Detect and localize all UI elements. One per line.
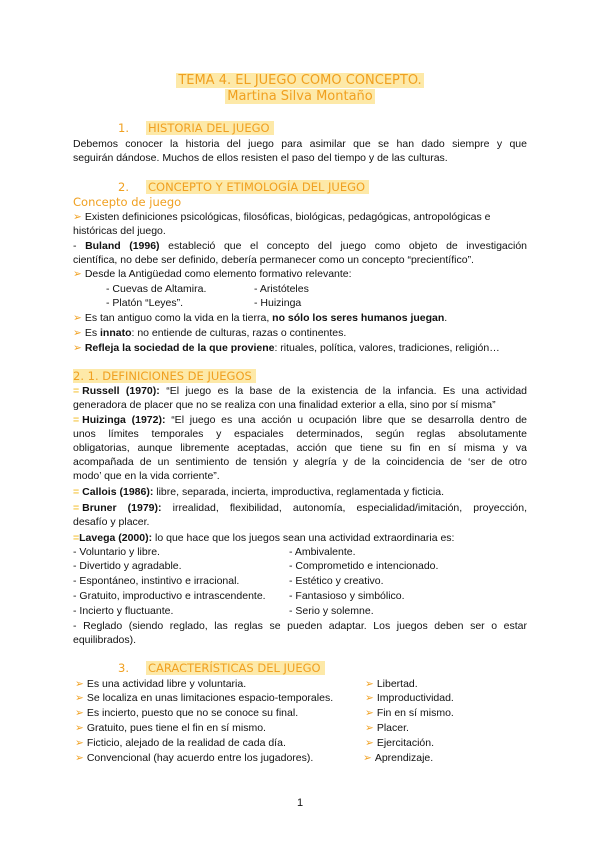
- arrow-bullet-icon: ➢: [75, 737, 84, 749]
- arrow-bullet-icon: ➢: [73, 211, 82, 223]
- characteristic-item: [75, 721, 266, 735]
- list-item: - Platón “Leyes”.: [106, 297, 184, 309]
- characteristic-text: Es una actividad libre y voluntaria.: [86, 678, 247, 690]
- characteristic-item: [365, 691, 454, 705]
- characteristic-item: [75, 736, 286, 750]
- section-2-1-heading: 2. 1. DEFINICIONES DE JUEGOS: [73, 369, 256, 383]
- equals-bullet-icon: =: [73, 532, 80, 544]
- arrow-bullet-icon: ➢: [75, 707, 84, 719]
- section-number: 3.: [118, 661, 129, 675]
- list-item: - Serio y solemne.: [289, 605, 374, 617]
- bullet-text: Existen definiciones psicológicas, filosóficas, biológicas, pedagógicas, antropológicas e: [84, 211, 491, 223]
- list-item: - Huizinga: [254, 297, 302, 309]
- arrow-bullet-icon: ➢: [363, 752, 372, 764]
- list-item: - Comprometido e intencionado.: [289, 560, 439, 572]
- paragraph-line: equilibrados).: [73, 634, 137, 646]
- arrow-bullet-icon: ➢: [75, 752, 84, 764]
- section-2-heading: [118, 180, 369, 194]
- definition-line: [73, 485, 527, 499]
- bullet-line: [73, 311, 527, 325]
- definition-line: generadora de placer que no se realiza con una finalidad exterior a ella, sino por sí misma”: [73, 399, 496, 411]
- list-item: - Ambivalente.: [289, 546, 356, 558]
- arrow-bullet-icon: ➢: [75, 692, 84, 704]
- author-name-bold: Buland (1996): [85, 240, 160, 252]
- list-item: - Fantasioso y simbólico.: [289, 590, 405, 602]
- section-number: 2.: [118, 180, 129, 194]
- bullet-text: Es: [84, 327, 98, 339]
- section-number: 1.: [118, 121, 129, 135]
- author-name: Martina Silva Montaño: [227, 89, 373, 104]
- equals-bullet-icon: =: [73, 502, 80, 514]
- bullet-line: históricas del juego.: [73, 225, 166, 237]
- characteristic-item: [365, 706, 454, 720]
- arrow-bullet-icon: ➢: [365, 707, 374, 719]
- arrow-bullet-icon: ➢: [365, 678, 374, 690]
- bullet-line: científica, no debe ser definido, debería permanecer como un concepto “precientífico”.: [73, 254, 474, 266]
- equals-bullet-icon: =: [73, 486, 80, 498]
- definition-text: irrealidad, flexibilidad, autonomía, especialidad/imitación, proyección,: [172, 502, 527, 514]
- arrow-bullet-icon: ➢: [73, 327, 82, 339]
- characteristic-text: Libertad.: [376, 678, 418, 690]
- arrow-bullet-icon: ➢: [365, 692, 374, 704]
- characteristic-text: Ejercitación.: [376, 737, 435, 749]
- bullet-text: Es tan antiguo como la vida en la tierra,: [84, 312, 270, 324]
- bold-text: innato: [100, 327, 132, 339]
- definition-text: libre, separada, incierta, improductiva, reglamentada y ficticia.: [156, 486, 444, 498]
- bullet-text: : no entiende de culturas, razas o continentes.: [131, 327, 347, 339]
- bold-text: Refleja la sociedad de la que proviene: [84, 342, 275, 354]
- list-item: - Espontáneo, instintivo e irracional.: [73, 575, 240, 587]
- definition-text: “El juego es la base de la existencia de la infancia. Es una actividad: [166, 385, 527, 397]
- definition-line: desafío y placer.: [73, 516, 150, 528]
- characteristic-item: [363, 751, 433, 765]
- definition-line: [73, 501, 527, 515]
- definition-line: obligatorias, aunque libremente aceptadas, acción que tiene su fin en sí misma y va: [73, 442, 527, 454]
- definition-line: unos límites temporales y espaciales determinados, según reglas absolutamente: [73, 428, 527, 440]
- bold-text: no sólo los seres humanos juegan: [272, 312, 445, 324]
- arrow-bullet-icon: ➢: [73, 312, 82, 324]
- author-name-bold: Lavega (2000):: [79, 532, 153, 544]
- equals-bullet-icon: =: [73, 385, 80, 397]
- paragraph-line: Debemos conocer la historia del juego para asimilar que se han dado siempre y que: [73, 138, 527, 150]
- dash-bullet: -: [73, 240, 77, 252]
- definition-line: acompañada de un sentimiento de tensión y alegría y de la coincidencia de ‘ser de otro: [73, 456, 527, 468]
- definition-line: [73, 384, 527, 398]
- bullet-text: estableció que el concepto del juego como objeto de investigación: [168, 240, 528, 252]
- list-item: - Aristóteles: [254, 283, 309, 295]
- bullet-line: [73, 210, 527, 224]
- arrow-bullet-icon: ➢: [365, 722, 374, 734]
- characteristic-text: Placer.: [376, 722, 409, 734]
- bullet-line: [73, 326, 527, 340]
- author-name-bold: Russell (1970):: [82, 385, 160, 397]
- section-1-heading: [118, 121, 274, 135]
- list-item: - Divertido y agradable.: [73, 560, 182, 572]
- list-item: - Voluntario y libre.: [73, 546, 160, 558]
- characteristic-text: Gratuito, pues tiene el fin en sí mismo.: [86, 722, 266, 734]
- paragraph-line: - Reglado (siendo reglado, las reglas se pueden adaptar. Los juegos deben ser o estar: [73, 620, 527, 632]
- characteristic-text: Se localiza en unas limitaciones espacio-temporales.: [86, 692, 334, 704]
- page-number: 1: [296, 797, 304, 809]
- document-title: TEMA 4. EL JUEGO COMO CONCEPTO.: [178, 73, 422, 88]
- characteristic-text: Es incierto, puesto que no se conoce su final.: [86, 707, 299, 719]
- characteristic-item: [75, 691, 333, 705]
- characteristic-item: [75, 706, 298, 720]
- arrow-bullet-icon: ➢: [73, 268, 82, 280]
- characteristic-item: [365, 677, 418, 691]
- bullet-line: [73, 341, 527, 355]
- definition-line: [73, 413, 527, 427]
- author-name-bold: Callois (1986):: [82, 486, 154, 498]
- author-name-bold: Huizinga (1972):: [82, 414, 166, 426]
- characteristic-item: [365, 736, 434, 750]
- list-item: - Estético y creativo.: [289, 575, 384, 587]
- section-label: HISTORIA DEL JUEGO: [146, 121, 274, 135]
- arrow-bullet-icon: ➢: [73, 342, 82, 354]
- arrow-bullet-icon: ➢: [75, 678, 84, 690]
- bullet-line: [73, 267, 527, 281]
- bullet-text: Desde la Antigüedad como elemento formativo relevante:: [84, 268, 352, 280]
- arrow-bullet-icon: ➢: [365, 737, 374, 749]
- definition-text: lo que hace que los juegos sean una actividad extraordinaria es:: [155, 532, 455, 544]
- bullet-line: [73, 239, 527, 253]
- characteristic-text: Improductividad.: [376, 692, 454, 704]
- arrow-bullet-icon: ➢: [75, 722, 84, 734]
- characteristic-text: Aprendizaje.: [374, 752, 434, 764]
- list-item: - Incierto y fluctuante.: [73, 605, 174, 617]
- list-item: - Gratuito, improductivo e intrascendente.: [73, 590, 266, 602]
- section-label: CARACTERÍSTICAS DEL JUEGO: [146, 661, 325, 675]
- bullet-text: .: [444, 312, 448, 324]
- definition-text: “El juego es una acción u ocupación libre que se desarrolla dentro de: [171, 414, 527, 426]
- characteristic-item: [365, 721, 409, 735]
- author-name-bold: Bruner (1979):: [82, 502, 162, 514]
- bullet-text: : rituales, política, valores, tradiciones, religión…: [274, 342, 500, 354]
- definition-line: [73, 531, 527, 545]
- characteristic-item: [75, 677, 246, 691]
- section-3-heading: [118, 661, 325, 675]
- equals-bullet-icon: =: [73, 414, 80, 426]
- characteristic-item: [75, 751, 313, 765]
- characteristic-text: Fin en sí mismo.: [376, 707, 454, 719]
- characteristic-text: Convencional (hay acuerdo entre los jugadores).: [86, 752, 314, 764]
- characteristic-text: Ficticio, alejado de la realidad de cada día.: [86, 737, 286, 749]
- definition-line: modo’ que en la vida corriente”.: [73, 470, 220, 482]
- section-label: CONCEPTO Y ETIMOLOGÍA DEL JUEGO: [146, 180, 369, 194]
- list-item: - Cuevas de Altamira.: [106, 283, 207, 295]
- paragraph-line: seguirán dándose. Muchos de ellos resisten el paso del tiempo y de las culturas.: [73, 152, 448, 164]
- subheading-concepto: Concepto de juego: [73, 195, 182, 209]
